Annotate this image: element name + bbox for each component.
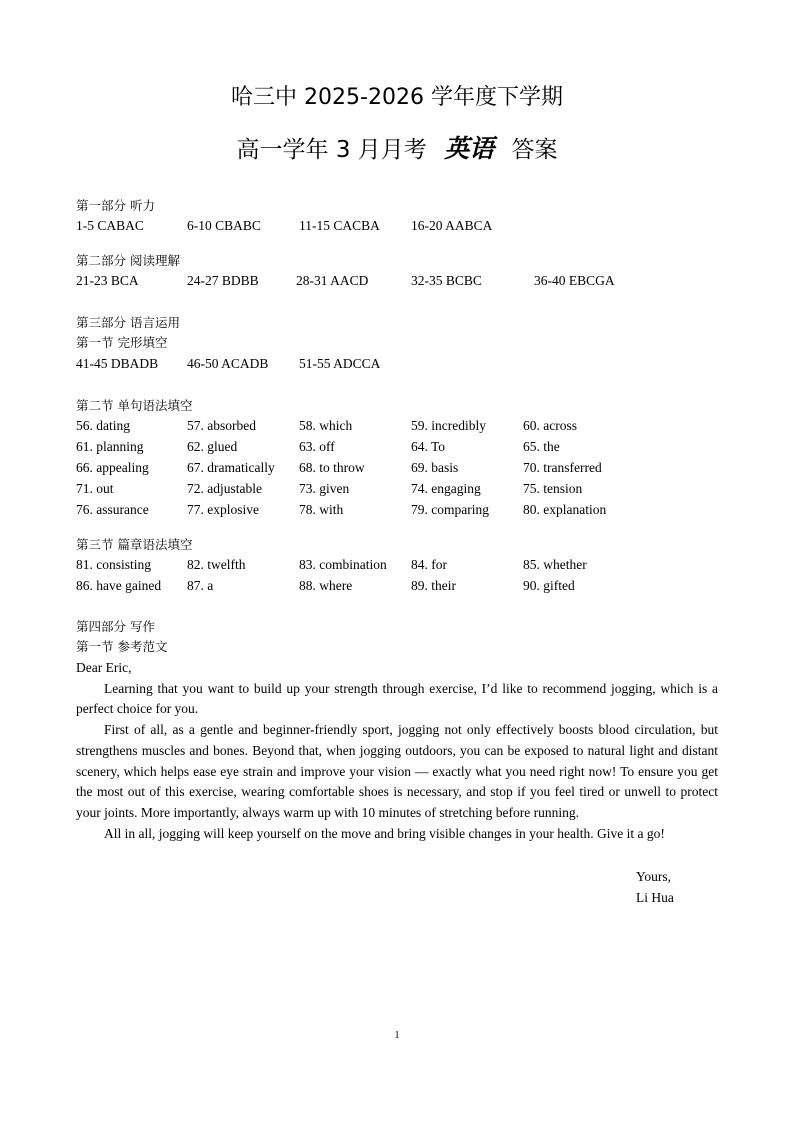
part1-heading: 第一部分 听力 xyxy=(76,198,155,213)
answer-group: 24-27 BDBB xyxy=(187,273,259,288)
grammar-answer: 79. comparing xyxy=(411,502,489,517)
grammar-answer: 64. To xyxy=(411,439,446,454)
grammar-answer: 88. where xyxy=(299,578,353,593)
page-number: 1 xyxy=(394,1030,400,1041)
answer-group: 41-45 DBADB xyxy=(76,356,159,371)
answer-group: 51-55 ADCCA xyxy=(299,356,381,371)
exam-title: 哈三中 2025-2026 学年度下学期 xyxy=(231,85,563,110)
essay-paragraph: All in all, jogging will keep yourself on the move and bring visible changes in your health. Give it a go! xyxy=(104,825,665,841)
grammar-answer: 82. twelfth xyxy=(187,557,246,572)
subtitle-suffix: 答案 xyxy=(511,137,558,163)
answer-group: 32-35 BCBC xyxy=(411,273,482,288)
answer-group: 28-31 AACD xyxy=(296,273,369,288)
grammar-answer: 72. adjustable xyxy=(187,481,262,496)
answer-group: 36-40 EBCGA xyxy=(534,273,615,288)
answer-group: 6-10 CBABC xyxy=(187,218,261,233)
grammar-answer: 56. dating xyxy=(76,418,130,433)
grammar-answer: 69. basis xyxy=(411,460,459,475)
essay-closing: Yours, xyxy=(636,869,672,884)
grammar-answer: 62. glued xyxy=(187,439,238,454)
essay-paragraph: First of all, as a gentle and beginner-friendly sport, jogging not only effectively boosts blood circulation, but strengthens muscles and bones. Beyond that, when jogging outdoors, you can be exposed to natural light and distant scenery, which helps ease eye strain and improve your vision — exactly what you need right now! To ensure you get the most out of this exercise, wearing comfortable shoes is necessary, and stop if you feel tired or unwell to protect your joints. More importantly, always warm up with 10 minutes of stretching before running. xyxy=(76,722,718,820)
essay-paragraph: Learning that you want to build up your strength through exercise, I’d like to recommend jogging, which is a perfect choice for you. xyxy=(76,680,718,717)
grammar-answer: 83. combination xyxy=(299,557,387,572)
part3-section1-heading: 第一节 完形填空 xyxy=(76,335,168,350)
answer-group: 11-15 CACBA xyxy=(299,218,380,233)
sample-essay xyxy=(76,658,718,844)
grammar-answer: 67. dramatically xyxy=(187,460,275,475)
grammar-answer: 58. which xyxy=(299,418,353,433)
part3-section3-heading: 第三节 篇章语法填空 xyxy=(76,537,193,552)
grammar-answer: 84. for xyxy=(411,557,447,572)
grammar-answer: 73. given xyxy=(299,481,350,496)
answer-group: 1-5 CABAC xyxy=(76,218,144,233)
grammar-answer: 87. a xyxy=(187,578,214,593)
grammar-answer: 65. the xyxy=(523,439,560,454)
part2-heading: 第二部分 阅读理解 xyxy=(76,253,180,268)
grammar-answer: 78. with xyxy=(299,502,344,517)
grammar-answer: 68. to throw xyxy=(299,460,365,475)
grammar-answer: 85. whether xyxy=(523,557,587,572)
grammar-answer: 80. explanation xyxy=(523,502,607,517)
grammar-answer: 75. tension xyxy=(523,481,583,496)
grammar-answer: 71. out xyxy=(76,481,114,496)
part3-section2-heading: 第二节 单句语法填空 xyxy=(76,398,193,413)
essay-signature: Li Hua xyxy=(636,890,674,905)
grammar-answer: 59. incredibly xyxy=(411,418,486,433)
grammar-answer: 61. planning xyxy=(76,439,144,454)
grammar-answer: 77. explosive xyxy=(187,502,259,517)
grammar-answer: 57. absorbed xyxy=(187,418,256,433)
essay-greeting: Dear Eric, xyxy=(76,660,132,675)
grammar-answer: 76. assurance xyxy=(76,502,149,517)
grammar-answer: 89. their xyxy=(411,578,456,593)
grammar-answer: 86. have gained xyxy=(76,578,162,593)
answer-group: 46-50 ACADB xyxy=(187,356,269,371)
grammar-answer: 81. consisting xyxy=(76,557,152,572)
grammar-answer: 74. engaging xyxy=(411,481,481,496)
grammar-answer: 70. transferred xyxy=(523,460,602,475)
part4-section1-heading: 第一节 参考范文 xyxy=(76,639,168,654)
part4-heading: 第四部分 写作 xyxy=(76,619,155,634)
subject-name: 英语 xyxy=(444,134,495,163)
subtitle-prefix: 高一学年 3 月月考 xyxy=(236,137,427,163)
part3-heading: 第三部分 语言运用 xyxy=(76,315,180,330)
answer-group: 21-23 BCA xyxy=(76,273,139,288)
grammar-answer: 90. gifted xyxy=(523,578,575,593)
answer-group: 16-20 AABCA xyxy=(411,218,493,233)
grammar-answer: 60. across xyxy=(523,418,577,433)
exam-subtitle xyxy=(0,134,794,165)
grammar-answer: 66. appealing xyxy=(76,460,149,475)
grammar-answer: 63. off xyxy=(299,439,335,454)
